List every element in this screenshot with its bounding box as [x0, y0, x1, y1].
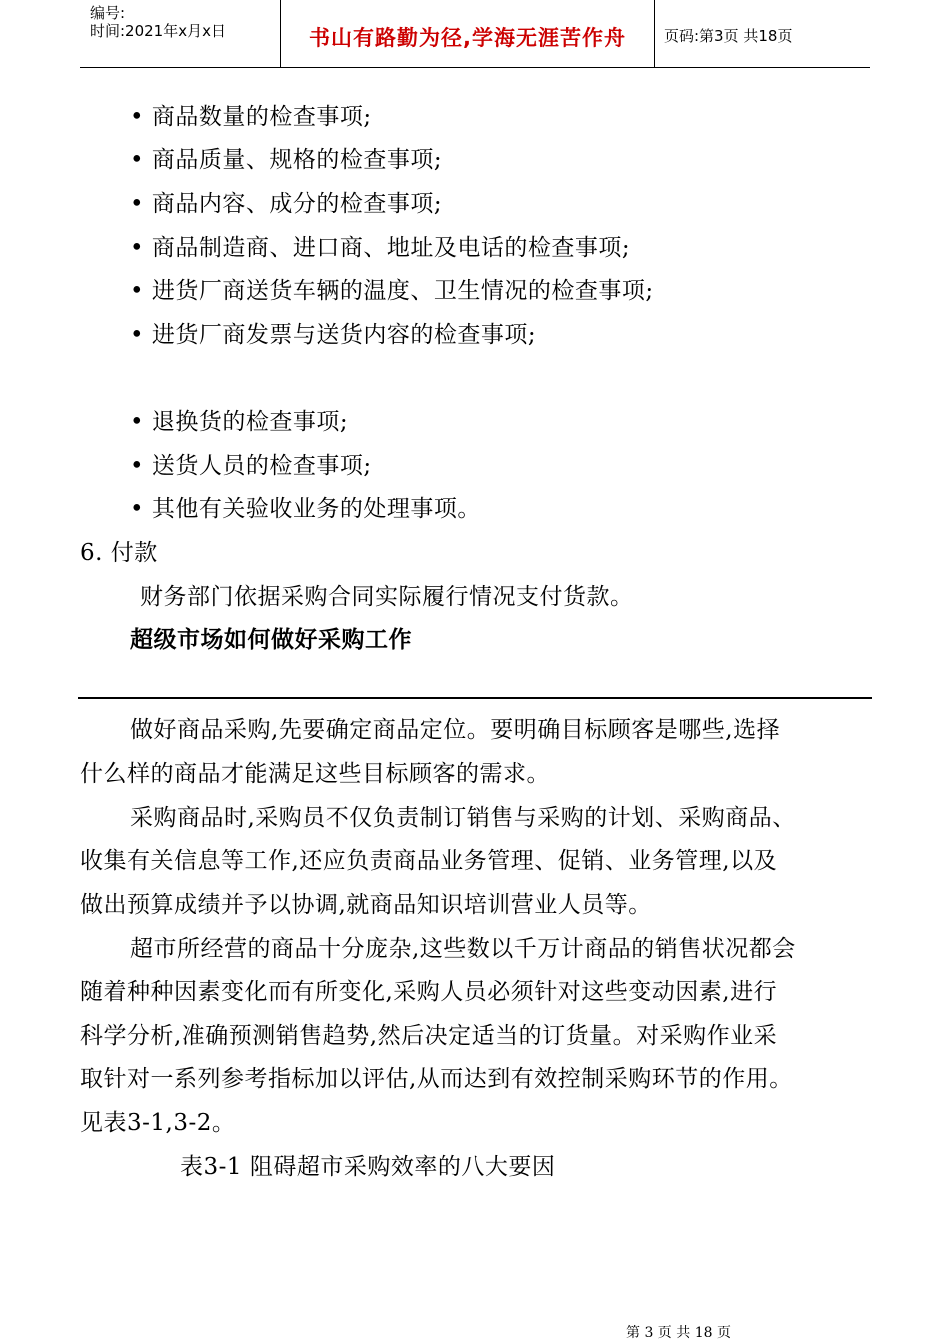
document-date-label: 时间:2021年x月x日 [90, 22, 226, 40]
page-header [80, 0, 870, 68]
body-text-line: 采购商品时,采购员不仅负责制订销售与采购的计划、采购商品、 [130, 805, 796, 831]
page-footer: 第 3 页 共 18 页 [626, 1325, 731, 1341]
document-number-label: 编号: [90, 4, 126, 22]
inspection-item: • 送货人员的检查事项; [130, 453, 372, 479]
inspection-item: • 其他有关验收业务的处理事项。 [130, 496, 481, 522]
body-text-line: 取针对一系列参考指标加以评估,从而达到有效控制采购环节的作用。 [80, 1066, 793, 1092]
body-text-line: 随着种种因素变化而有所变化,采购人员必须针对这些变动因素,进行 [80, 979, 778, 1005]
section-heading: 6. 付款 [80, 540, 158, 566]
body-text-line: 做出预算成绩并予以协调,就商品知识培训营业人员等。 [80, 892, 652, 918]
body-text-line: 什么样的商品才能满足这些目标顾客的需求。 [80, 761, 550, 787]
table-caption: 表3-1 阻碍超市采购效率的八大要因 [180, 1154, 556, 1180]
inspection-item: • 进货厂商发票与送货内容的检查事项; [130, 322, 537, 348]
body-text-line: 收集有关信息等工作,还应负责商品业务管理、促销、业务管理,以及 [80, 848, 778, 874]
header-page-number: 页码:第3页 共18页 [664, 27, 793, 45]
motto-text: 书山有路勤为径,学海无涯苦作舟 [309, 26, 626, 50]
payment-paragraph: 财务部门依据采购合同实际履行情况支付货款。 [140, 584, 634, 610]
header-page-cell [654, 0, 870, 67]
header-meta-cell [80, 0, 280, 67]
header-motto-cell [280, 0, 655, 67]
body-text-line: 做好商品采购,先要确定商品定位。要明确目标顾客是哪些,选择 [130, 717, 781, 743]
inspection-item: • 退换货的检查事项; [130, 409, 349, 435]
article-title: 超级市场如何做好采购工作 [130, 627, 412, 653]
inspection-item: • 进货厂商送货车辆的温度、卫生情况的检查事项; [130, 278, 654, 304]
body-text-line: 见表3-1,3-2。 [80, 1110, 236, 1136]
inspection-item: • 商品制造商、进口商、地址及电话的检查事项; [130, 235, 631, 261]
inspection-item: • 商品质量、规格的检查事项; [130, 147, 443, 173]
title-divider [78, 697, 872, 699]
body-text-line: 超市所经营的商品十分庞杂,这些数以千万计商品的销售状况都会 [130, 936, 796, 962]
inspection-item: • 商品内容、成分的检查事项; [130, 191, 443, 217]
inspection-item: • 商品数量的检查事项; [130, 104, 372, 130]
body-text-line: 科学分析,准确预测销售趋势,然后决定适当的订货量。对采购作业采 [80, 1023, 778, 1049]
